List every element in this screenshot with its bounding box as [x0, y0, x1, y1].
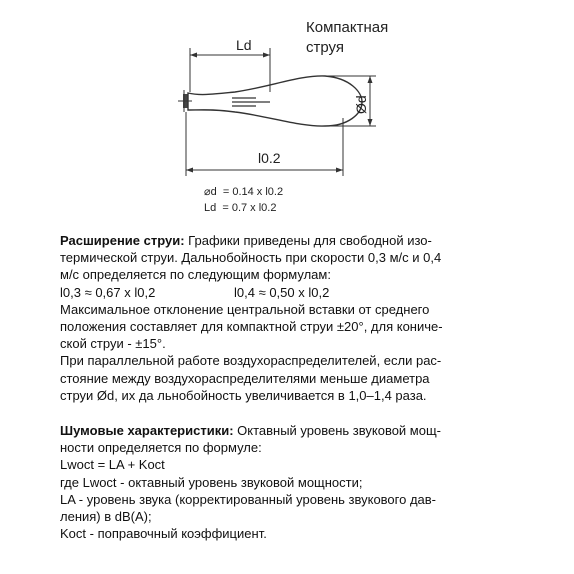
section2-line2: ности определяется по формуле:: [60, 440, 262, 456]
section1-line7: При параллельной работе воздухораспределителей, если рас-: [60, 353, 442, 369]
section2-line6: ления) в dB(A);: [60, 509, 152, 525]
jet-envelope: [188, 76, 362, 126]
jet-diagram-svg: [0, 0, 574, 225]
section1-line9: струи Ød, их да льнобойность увеличивается в 1,0–1,4 раза.: [60, 387, 427, 403]
section2-line5: LA - уровень звука (корректированный уровень звукового дав-: [60, 491, 437, 507]
section1-line6: ской струи - ±15°.: [60, 336, 166, 352]
section1-formulas: [60, 284, 530, 301]
l-label: l0.2: [258, 150, 281, 166]
document-body: [60, 232, 530, 542]
diagram-formulas: [204, 184, 283, 216]
section2-line1: Шумовые характеристики: Октавный уровень звуковой мощ-: [60, 423, 441, 439]
section1-line4: Максимальное отклонение центральной вставки от среднего: [60, 301, 430, 317]
section1-line2: термической струи. Дальнобойность при скорости 0,3 м/с и 0,4: [60, 250, 442, 266]
ld-label: Ld: [236, 37, 252, 53]
section-gap: [60, 404, 530, 422]
section1-line3: м/с определяется по следующим формулам:: [60, 267, 331, 283]
section1-line5: положения составляет для компактной струи ±20°, для кониче-: [60, 319, 443, 335]
section1-line8: стояние между воздухораспределителями меньше диаметра: [60, 370, 430, 386]
diagram-title: Компактная струя: [306, 19, 389, 56]
section2-heading: Шумовые характеристики:: [60, 423, 234, 439]
section1-line1: Расширение струи: Графики приведены для свободной изо-: [60, 233, 432, 248]
d-label: Ød: [353, 95, 369, 114]
jet-diagram: [0, 0, 574, 225]
formula-d: ⌀d = 0.14 x l0.2: [204, 186, 284, 198]
section2-line3: Lwoct = LA + Koct: [60, 457, 165, 473]
section1-heading: Расширение струи:: [60, 233, 185, 248]
formula-l04: l0,4 ≈ 0,50 x l0,2: [234, 284, 330, 300]
section2-line4: где Lwoct - октавный уровень звуковой мощности;: [60, 474, 363, 490]
formula-ld: Ld = 0.7 x l0.2: [204, 202, 277, 214]
section2-line7: Koct - поправочный коэффициент.: [60, 526, 267, 542]
formula-l03: l0,3 ≈ 0,67 x l0,2: [60, 284, 156, 300]
